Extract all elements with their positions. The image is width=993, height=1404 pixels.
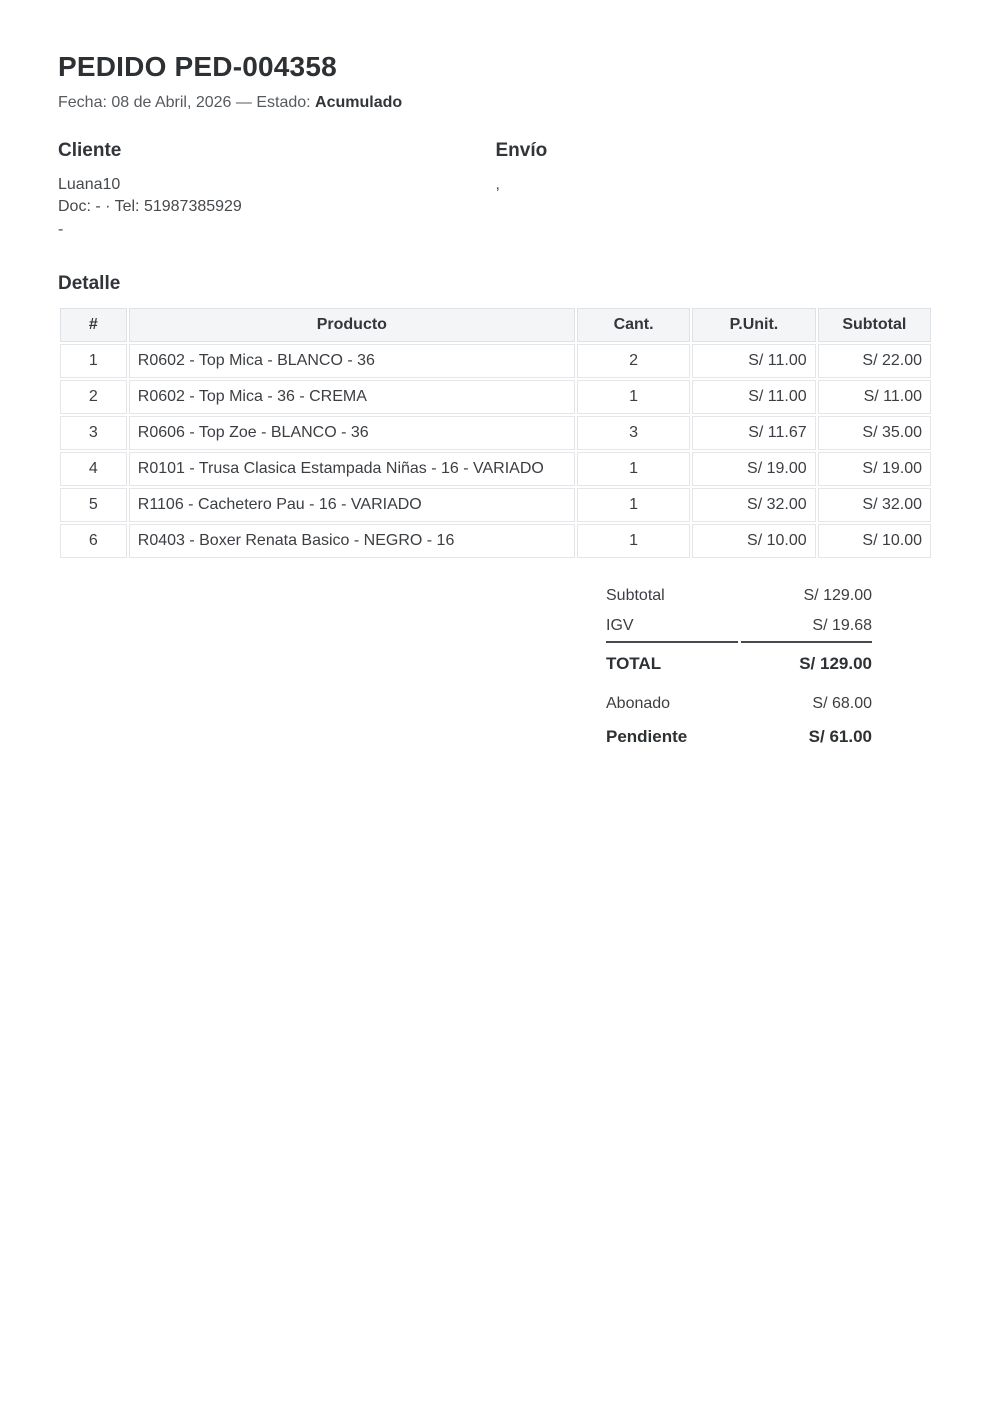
row-producto: R0602 - Top Mica - BLANCO - 36	[129, 344, 575, 378]
total-label: TOTAL	[606, 641, 738, 680]
detalle-header-row	[60, 308, 931, 342]
row-cant: 1	[577, 380, 690, 414]
table-row	[60, 488, 931, 522]
subtotal-label: Subtotal	[606, 587, 665, 605]
col-header-producto: Producto	[129, 308, 575, 342]
row-punit: S/ 32.00	[692, 488, 815, 522]
table-row	[60, 452, 931, 486]
pendiente-label: Pendiente	[606, 727, 688, 747]
table-row	[60, 416, 931, 450]
info-columns	[58, 140, 933, 242]
row-subtotal: S/ 11.00	[818, 380, 931, 414]
table-row	[60, 524, 931, 558]
abonado-row	[606, 689, 872, 719]
row-subtotal: S/ 22.00	[818, 344, 931, 378]
detalle-table	[58, 306, 933, 560]
row-num: 5	[60, 488, 127, 522]
igv-value: S/ 19.68	[812, 617, 872, 635]
row-subtotal: S/ 19.00	[818, 452, 931, 486]
row-cant: 1	[577, 524, 690, 558]
row-num: 4	[60, 452, 127, 486]
page-title: PEDIDO PED-004358	[58, 51, 337, 82]
row-producto: R0403 - Boxer Renata Basico - NEGRO - 16	[129, 524, 575, 558]
cliente-section	[58, 140, 496, 242]
col-header-punit: P.Unit.	[692, 308, 815, 342]
subtotal-row	[606, 581, 872, 611]
row-num: 1	[60, 344, 127, 378]
cliente-doc-tel: Doc: - · Tel: 51987385929	[58, 198, 242, 216]
row-producto: R0606 - Top Zoe - BLANCO - 36	[129, 416, 575, 450]
pendiente-row	[606, 719, 872, 753]
row-punit: S/ 19.00	[692, 452, 815, 486]
order-status: Acumulado	[315, 93, 403, 111]
row-cant: 3	[577, 416, 690, 450]
totals-table	[603, 581, 875, 680]
row-subtotal: S/ 10.00	[818, 524, 931, 558]
row-producto: R0101 - Trusa Clasica Estampada Niñas - 16 - VARIADO	[129, 452, 575, 486]
row-producto: R0602 - Top Mica - 36 - CREMA	[129, 380, 575, 414]
detalle-heading: Detalle	[58, 273, 121, 295]
table-row	[60, 344, 931, 378]
igv-label: IGV	[606, 617, 634, 635]
cliente-extra: -	[58, 220, 64, 238]
row-punit: S/ 11.67	[692, 416, 815, 450]
order-meta-prefix: Fecha: 08 de Abril, 2026 — Estado:	[58, 93, 316, 111]
row-punit: S/ 11.00	[692, 380, 815, 414]
col-header-num: #	[60, 308, 127, 342]
payments-table	[603, 689, 875, 753]
row-subtotal: S/ 32.00	[818, 488, 931, 522]
row-punit: S/ 10.00	[692, 524, 815, 558]
totals-section	[603, 581, 875, 753]
col-header-cant: Cant.	[577, 308, 690, 342]
total-value: S/ 129.00	[741, 641, 873, 680]
igv-row	[606, 611, 872, 641]
envio-section	[496, 140, 934, 242]
envio-heading: Envío	[495, 139, 548, 161]
envio-address: ,	[495, 175, 500, 193]
row-cant: 1	[577, 488, 690, 522]
row-cant: 1	[577, 452, 690, 486]
total-row	[606, 641, 872, 680]
abonado-value: S/ 68.00	[812, 695, 872, 713]
row-num: 3	[60, 416, 127, 450]
order-meta	[58, 94, 935, 112]
row-punit: S/ 11.00	[692, 344, 815, 378]
row-cant: 2	[577, 344, 690, 378]
row-producto: R1106 - Cachetero Pau - 16 - VARIADO	[129, 488, 575, 522]
subtotal-value: S/ 129.00	[803, 587, 872, 605]
row-subtotal: S/ 35.00	[818, 416, 931, 450]
table-row	[60, 380, 931, 414]
row-num: 2	[60, 380, 127, 414]
row-num: 6	[60, 524, 127, 558]
cliente-name: Luana10	[58, 175, 121, 193]
pendiente-value: S/ 61.00	[808, 727, 872, 747]
col-header-subtotal: Subtotal	[818, 308, 931, 342]
cliente-heading: Cliente	[58, 139, 122, 161]
abonado-label: Abonado	[606, 695, 671, 713]
